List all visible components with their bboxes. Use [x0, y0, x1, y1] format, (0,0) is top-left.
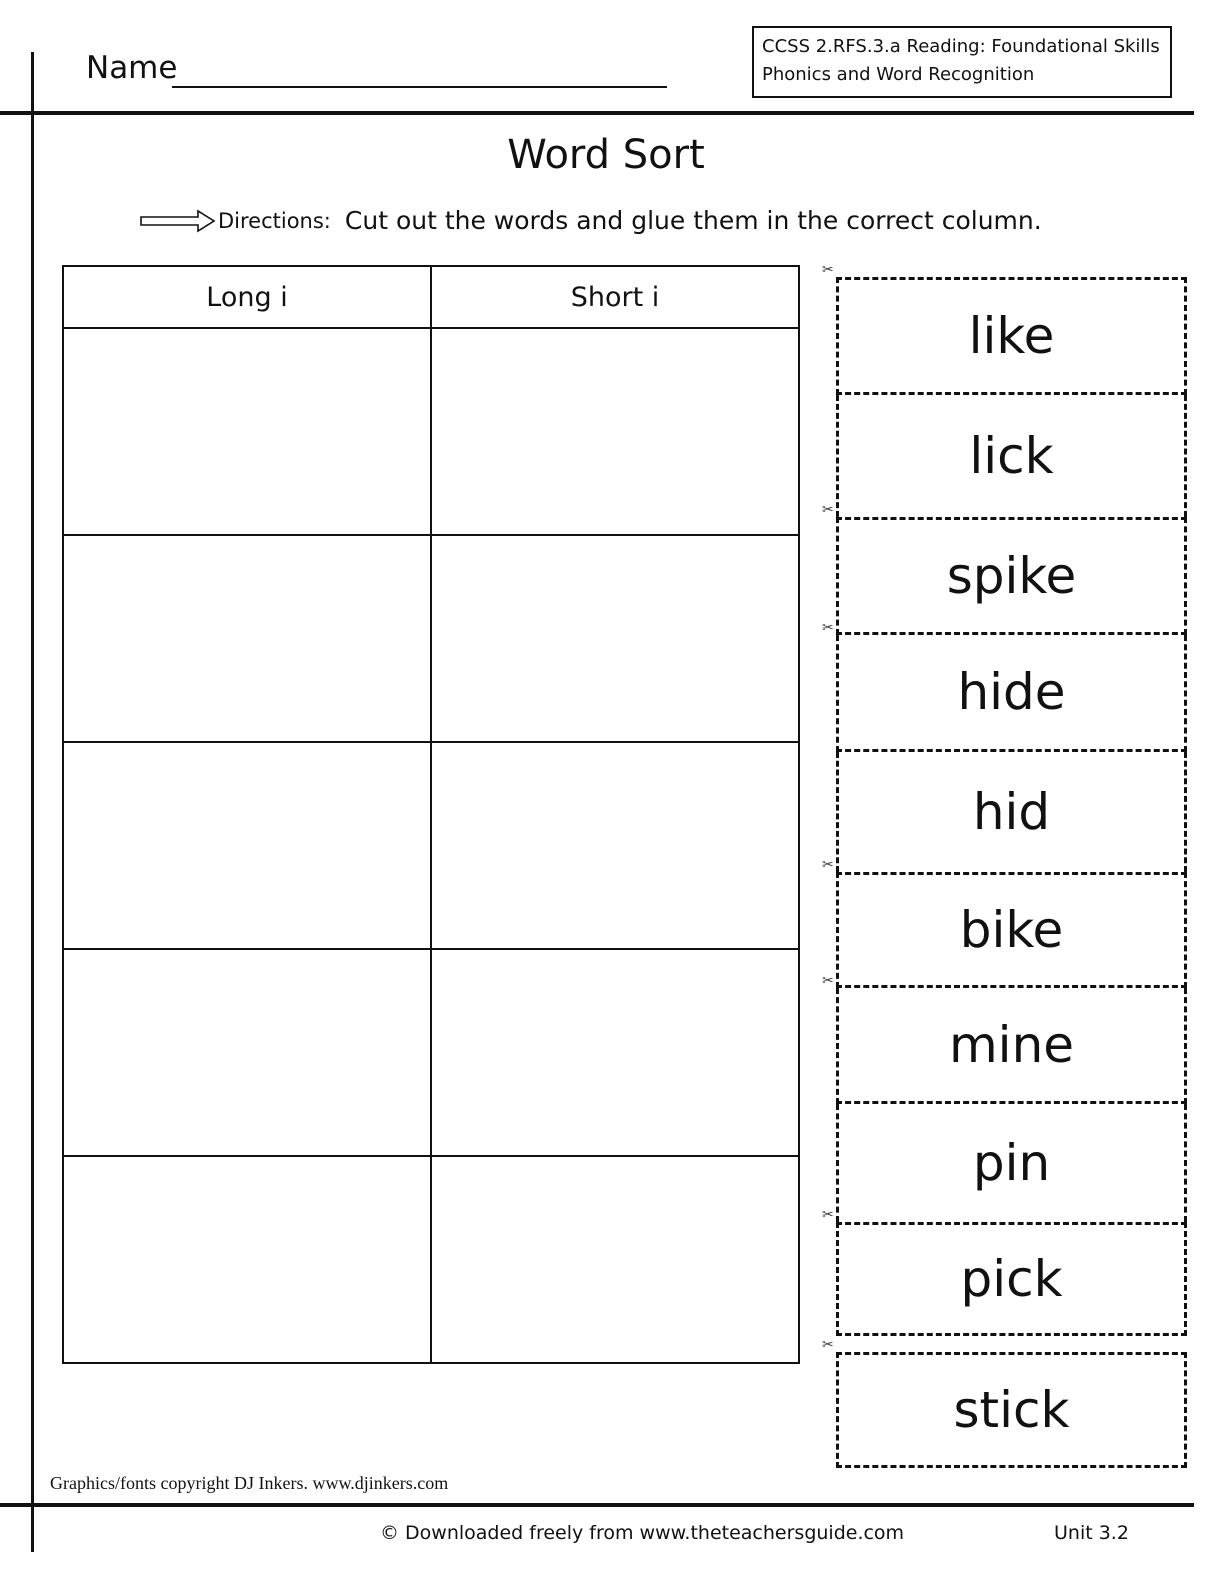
footer-divider: [0, 1503, 1194, 1507]
scissors-icon: ✂: [822, 262, 834, 278]
standard-line-1: CCSS 2.RFS.3.a Reading: Foundational Skills: [762, 36, 1160, 57]
copyright-text: Graphics/fonts copyright DJ Inkers. www.djinkers.com: [50, 1473, 449, 1493]
word-card-pick[interactable]: pick: [836, 1222, 1187, 1336]
scissors-icon: ✂: [822, 620, 834, 636]
table-row: [63, 535, 799, 742]
scissors-icon: ✂: [822, 857, 834, 873]
word-card-lick[interactable]: lick: [836, 395, 1187, 517]
word-card-spike[interactable]: spike: [836, 517, 1187, 635]
word-card-hide[interactable]: hide: [836, 635, 1187, 752]
scissors-icon: ✂: [822, 1207, 834, 1223]
table-header-row: [63, 266, 799, 328]
word-card-hid[interactable]: hid: [836, 752, 1187, 872]
name-input-line[interactable]: [172, 86, 667, 88]
word-card-pin[interactable]: pin: [836, 1104, 1187, 1222]
long-i-cell[interactable]: [63, 328, 431, 535]
column-header-long-i: Long i: [63, 266, 431, 328]
long-i-cell[interactable]: [63, 1156, 431, 1363]
long-i-cell[interactable]: [63, 742, 431, 949]
column-header-short-i: Short i: [431, 266, 799, 328]
left-margin-line: [31, 52, 34, 1552]
word-card-bike[interactable]: bike: [836, 872, 1187, 988]
word-card-stick[interactable]: stick: [836, 1352, 1187, 1468]
long-i-cell[interactable]: [63, 535, 431, 742]
word-card-like[interactable]: like: [836, 277, 1187, 395]
page-title: Word Sort: [507, 132, 705, 178]
table-row: [63, 742, 799, 949]
short-i-cell[interactable]: [431, 328, 799, 535]
short-i-cell[interactable]: [431, 535, 799, 742]
scissors-icon: ✂: [822, 502, 834, 518]
table-row: [63, 949, 799, 1156]
unit-label: Unit 3.2: [1054, 1522, 1129, 1544]
table-row: [63, 328, 799, 535]
word-card-mine[interactable]: mine: [836, 988, 1187, 1104]
arrow-right-icon: [140, 209, 216, 233]
header-divider: [0, 111, 1194, 115]
directions-text: Cut out the words and glue them in the correct column.: [344, 206, 1042, 235]
standard-box: [752, 26, 1172, 98]
sort-table: [62, 265, 800, 1364]
table-row: [63, 1156, 799, 1363]
short-i-cell[interactable]: [431, 949, 799, 1156]
name-label: Name: [86, 50, 178, 86]
short-i-cell[interactable]: [431, 1156, 799, 1363]
scissors-icon: ✂: [822, 973, 834, 989]
directions: [140, 206, 1042, 235]
scissors-icon: ✂: [822, 1337, 834, 1353]
long-i-cell[interactable]: [63, 949, 431, 1156]
standard-line-2: Phonics and Word Recognition: [762, 64, 1035, 85]
download-credit: © Downloaded freely from www.theteachersguide.com: [380, 1522, 905, 1544]
directions-label: Directions:: [218, 208, 331, 233]
short-i-cell[interactable]: [431, 742, 799, 949]
